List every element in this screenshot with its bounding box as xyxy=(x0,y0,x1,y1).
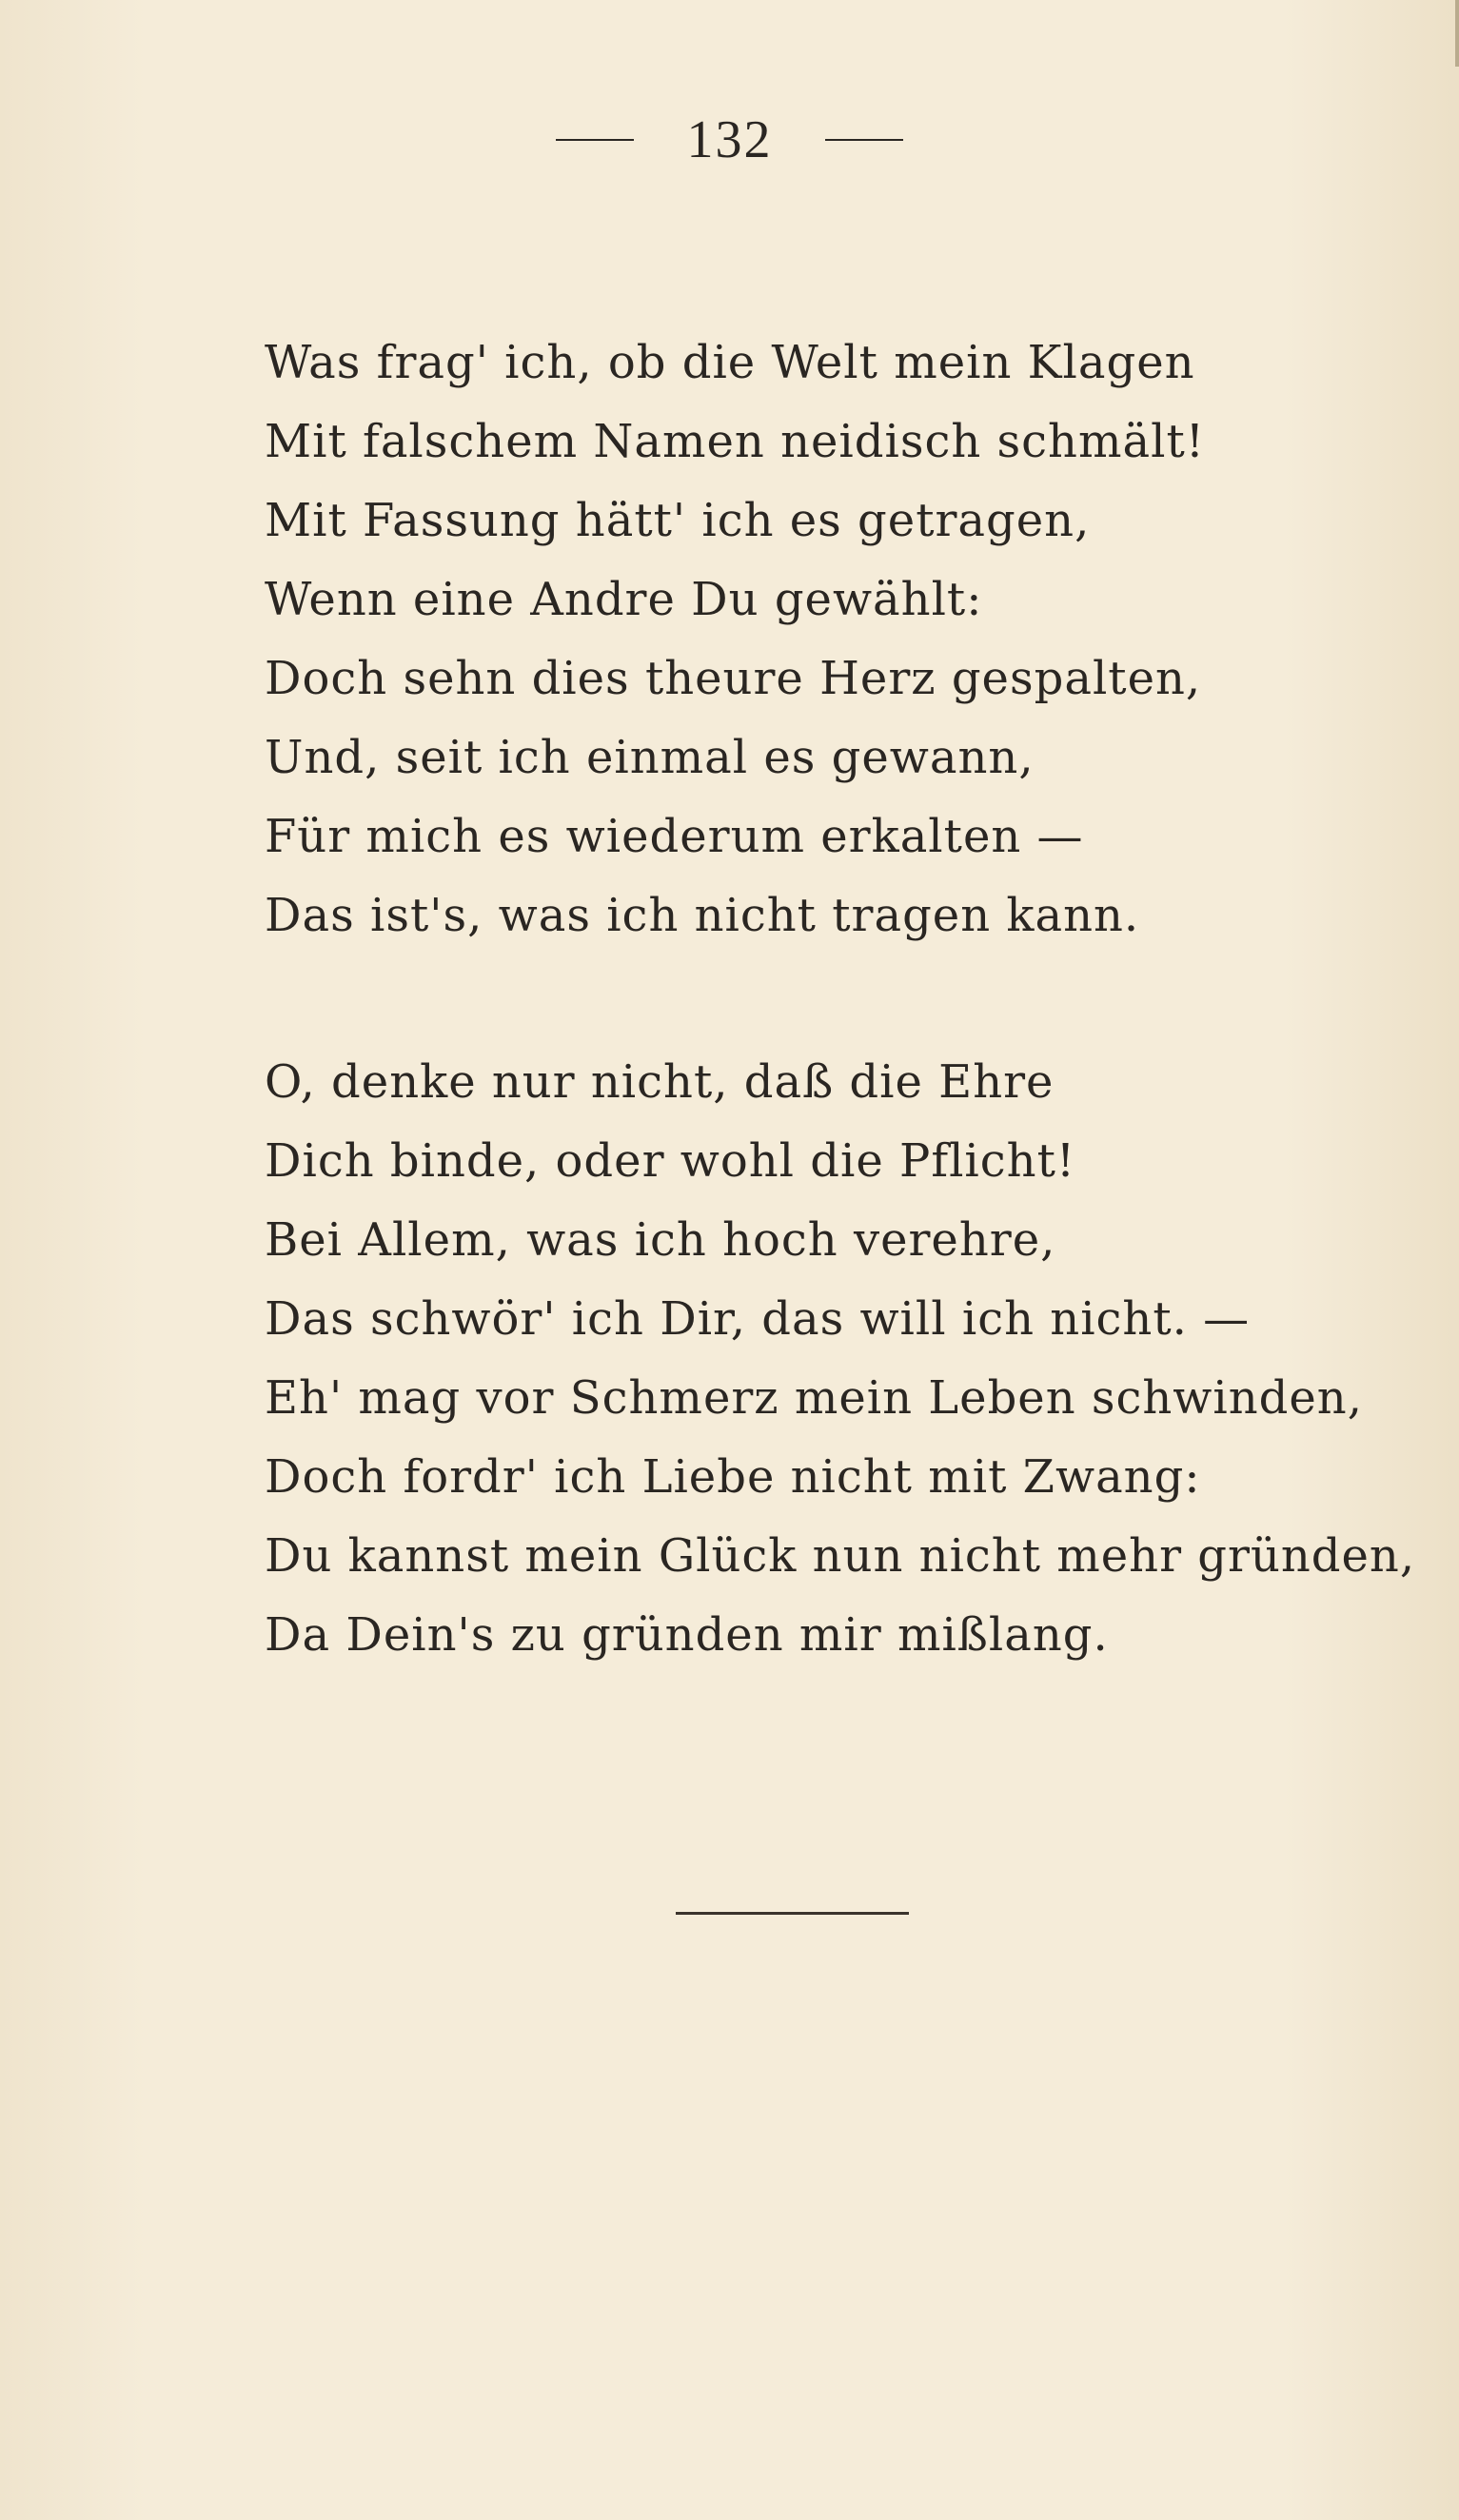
poem-line: Eh' mag vor Schmerz mein Leben schwinden, xyxy=(265,1371,1363,1425)
poem-line: Doch sehn dies theure Herz gespalten, xyxy=(265,652,1202,705)
page-number: 132 xyxy=(686,109,773,169)
poem-line: Du kannst mein Glück nun nicht mehr gründen, xyxy=(265,1529,1416,1583)
closing-rule xyxy=(676,1912,909,1915)
poem-line: Da Dein's zu gründen mir mißlang. xyxy=(265,1608,1109,1662)
poem-line: Für mich es wiederum erkalten — xyxy=(265,810,1084,863)
poem-line: Doch fordr' ich Liebe nicht mit Zwang: xyxy=(265,1450,1201,1504)
header-dash-right xyxy=(825,139,903,141)
poem-line: Und, seit ich einmal es gewann, xyxy=(265,731,1035,784)
poem-line: Das ist's, was ich nicht tragen kann. xyxy=(265,889,1140,942)
page-header xyxy=(0,103,1459,173)
poem-line: Bei Allem, was ich hoch verehre, xyxy=(265,1213,1056,1267)
poem-line: O, denke nur nicht, daß die Ehre xyxy=(265,1055,1055,1109)
poem-line: Mit Fassung hätt' ich es getragen, xyxy=(265,494,1091,547)
poem-line: Was frag' ich, ob die Welt mein Klagen xyxy=(265,336,1195,389)
poem-line: Wenn eine Andre Du gewählt: xyxy=(265,573,983,626)
stanza-1 xyxy=(265,324,1407,955)
stanza-2 xyxy=(265,1043,1416,1675)
poem-line: Dich binde, oder wohl die Pflicht! xyxy=(265,1134,1076,1188)
header-dash-left xyxy=(556,139,634,141)
poem-line: Mit falschem Namen neidisch schmält! xyxy=(265,415,1206,468)
poem-line: Das schwör' ich Dir, das will ich nicht. — xyxy=(265,1292,1251,1346)
page-edge-mark xyxy=(1455,0,1459,67)
